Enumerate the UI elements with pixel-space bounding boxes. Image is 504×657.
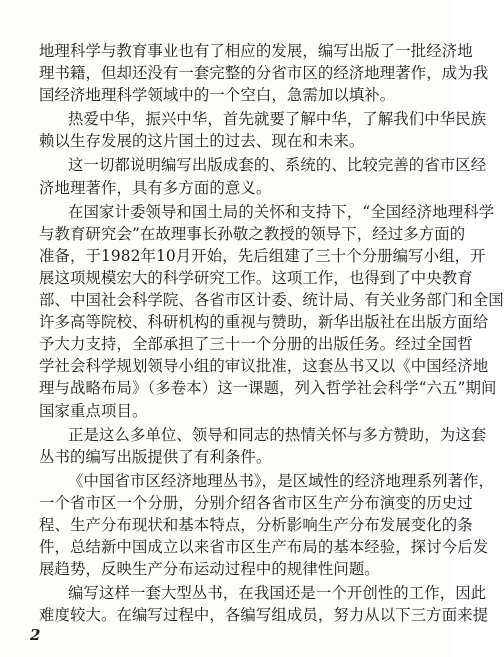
text-line: 《中国省市区经济地理丛书》，是区域性的经济地理系列著作，	[68, 471, 495, 490]
text-line: 与教育研究会”在故理事长孙敬之教授的领导下，经过多方面的	[39, 224, 466, 243]
text-line: 学社会科学规划领导小组的审议批准，这套丛书又以《中国经济地	[39, 357, 489, 376]
text-line: 丛书的编写出版提供了有利条件。	[39, 447, 272, 466]
text-line: 部、中国社会科学院、各省市区计委、统计局、有关业务部门和全国	[39, 291, 504, 310]
text-line: 理与战略布局》（多卷本）这一课题，列入哲学社会科学“六五”期间	[39, 379, 497, 398]
text-line: 赖以生存发展的这片国土的过去、现在和未来。	[39, 132, 365, 151]
page-number: 2	[30, 626, 41, 644]
text-line: 展趋势，反映生产分布运动过程中的规律性问题。	[39, 560, 380, 579]
text-line: 许多高等院校、科研机构的重视与赞助，新华出版社在出版方面给	[39, 313, 489, 332]
text-line: 正是这么多单位、领导和同志的热情关怀与多方赞助，为这套	[68, 425, 487, 444]
text-line: 在国家计委领导和国土局的关怀和支持下，“全国经济地理科学	[68, 202, 495, 221]
text-line: 程、生产分布现状和基本特点，分析影响生产分布发展变化的条	[39, 515, 473, 534]
text-line: 济地理著作，具有多方面的意义。	[39, 178, 272, 197]
text-line: 难度较大。在编写过程中，各编写组成员，努力从以下三方面来提	[39, 606, 489, 625]
text-line: 热爱中华，振兴中华，首先就要了解中华，了解我们中华民族	[68, 110, 487, 129]
text-line: 这一切都说明编写出版成套的、系统的、比较完善的省市区经	[68, 156, 487, 175]
text-line: 国经济地理科学领域中的一个空白，急需加以填补。	[39, 86, 396, 105]
text-line: 编写这样一套大型丛书，在我国还是一个开创性的工作，因此	[68, 584, 487, 603]
text-line: 展这项规模宏大的科学研究工作。这项工作，也得到了中央教育	[39, 268, 473, 287]
text-line: 准备，于1982年10月开始，先后组建了三十个分册编写小组，开	[39, 246, 486, 265]
text-line: 件，总结新中国成立以来省市区生产布局的基本经验，探讨今后发	[39, 538, 489, 557]
text-line: 一个省市区一个分册，分别介绍各省市区生产分布演变的历史过	[39, 493, 473, 512]
text-line: 地理科学与教育事业也有了相应的发展，编写出版了一批经济地	[39, 42, 473, 60]
body-text	[39, 40, 504, 626]
text-line: 理书籍，但却还没有一套完整的分省市区的经济地理著作，成为我	[39, 64, 489, 83]
text-line: 予大力支持，全部承担了三十一个分册的出版任务。经过全国哲	[39, 335, 473, 354]
text-line: 国家重点项目。	[39, 401, 148, 420]
